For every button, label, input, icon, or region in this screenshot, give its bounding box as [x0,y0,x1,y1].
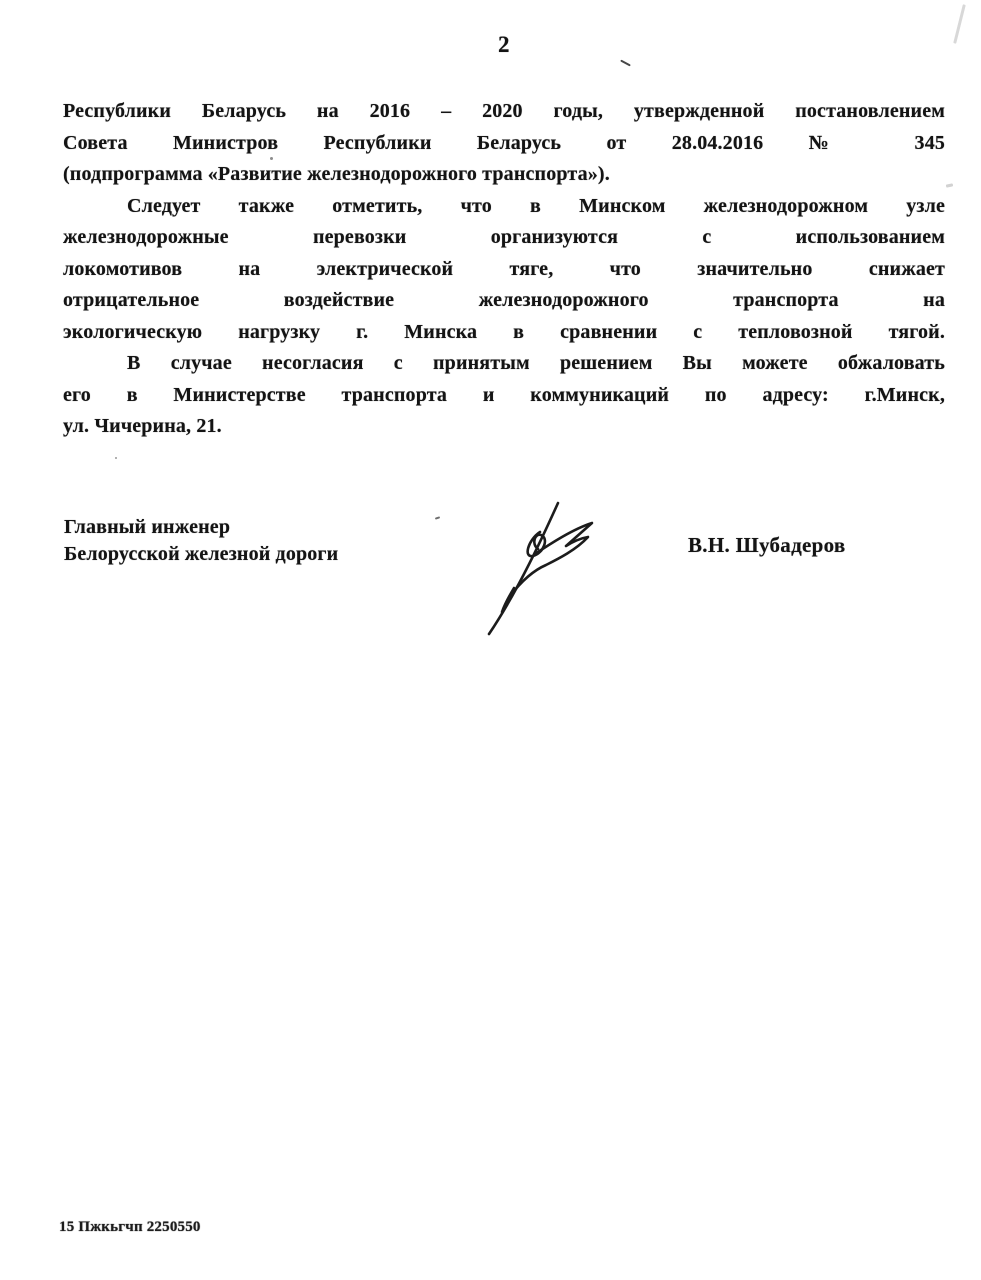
paragraph-1-line-2: Совета Министров Республики Беларусь от 28.04.2016 № 345 [63,131,945,154]
letter-body [63,96,945,443]
paragraph-2-line-1: Следует также отметить, что в Минском железнодорожном узле [127,194,945,217]
paragraph-3-line-3: ул. Чичерина, 21. [63,415,222,437]
paragraph-3-line-1: В случае несогласия с принятым решением Вы можете обжаловать [127,352,945,374]
signatory-title [64,514,338,568]
scan-artifact-speck [435,516,440,519]
scan-artifact-edge-smudge [946,183,953,187]
paragraph-2-line-2: железнодорожные перевозки организуются с использованием [63,226,945,248]
scan-artifact-dash [620,60,631,67]
paragraph-1-line-3: (подпрограмма «Развитие железнодорожного транспорта»). [63,163,610,185]
paragraph-1-line-1: Республики Беларусь на 2016 – 2020 годы, утвержденной постановлением [63,100,945,122]
paragraph-3-line-2: его в Министерстве транспорта и коммуникаций по адресу: г.Минск, [63,383,945,406]
signatory-title-line-2: Белорусской железной дороги [64,543,339,565]
scan-artifact-dot [270,157,273,160]
handwritten-signature [478,496,613,641]
page-number: 2 [498,32,510,57]
scan-artifact-dot [115,457,117,459]
signatory-name: В.Н. Шубадеров [688,533,846,557]
paragraph-2-line-3: локомотивов на электрической тяге, что значительно снижает [63,257,945,280]
scan-artifact-edge-smudge [953,4,966,44]
signatory-title-line-1: Главный инженер [64,516,231,538]
print-order-code: 15 Пжкьгчп 2250550 [59,1219,201,1235]
paragraph-2-line-4: отрицательное воздействие железнодорожного транспорта на [63,289,945,311]
paragraph-2-line-5: экологическую нагрузку г. Минска в сравнении с тепловозной тягой. [63,320,945,343]
